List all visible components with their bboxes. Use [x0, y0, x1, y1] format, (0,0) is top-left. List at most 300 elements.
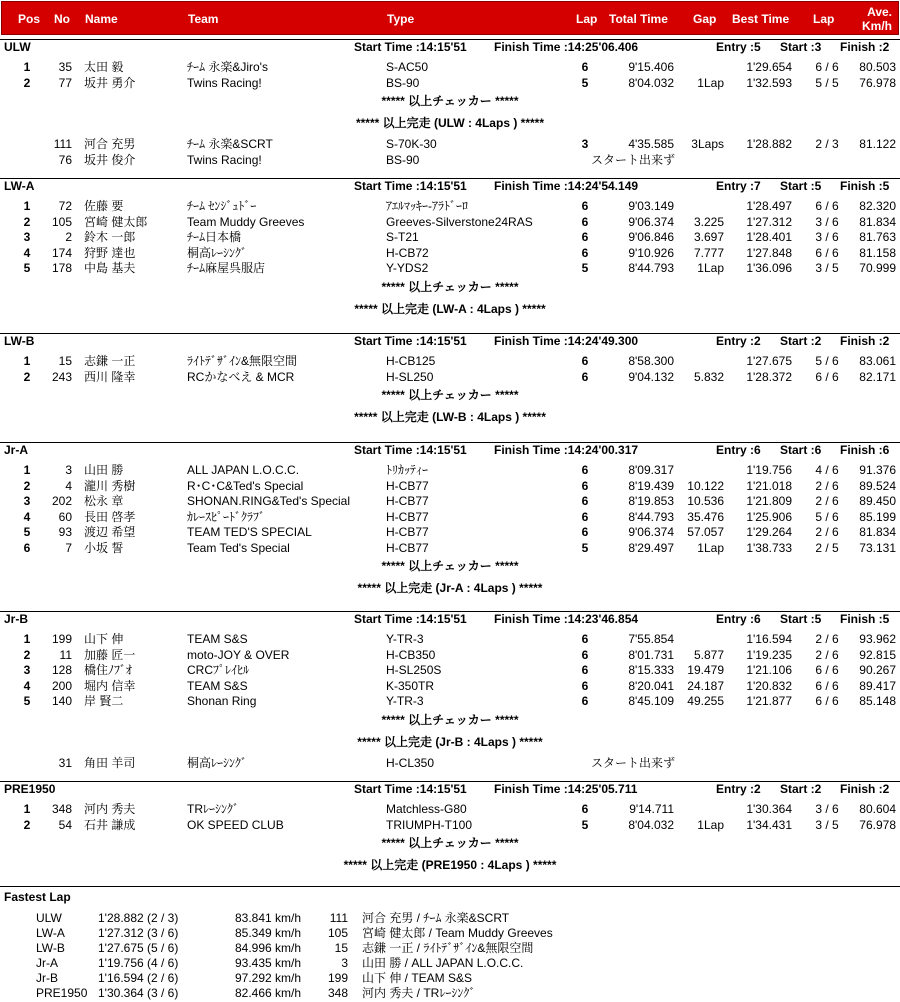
cell-lap: 6 [581, 494, 589, 508]
fastest-no: 105 [327, 926, 348, 940]
cell-bestlap: 6 / 6 [815, 694, 839, 708]
cell-type: H-CB77 [386, 509, 429, 524]
cell-total: 8'20.041 [628, 678, 674, 693]
fastest-lap-row [0, 926, 900, 941]
cell-type: S-AC50 [386, 60, 429, 74]
cell-ave: 89.417 [859, 678, 896, 693]
class-header-lw-a [0, 178, 900, 193]
fastest-time: 1'19.756 (4 / 6) [98, 956, 179, 970]
cell-type: Y-YDS2 [386, 261, 429, 275]
cell-name: 加藤 匠一 [84, 647, 136, 662]
start-count: Start :2 [780, 334, 822, 348]
fastest-lap-row [0, 956, 900, 971]
cell-team: ﾁｰﾑ麻屋呉服店 [187, 261, 266, 275]
cell-team: R･C･C&Ted's Special [187, 478, 304, 493]
cell-team: TEAM TED'S SPECIAL [187, 525, 312, 539]
cell-total: 9'14.711 [629, 802, 674, 816]
cell-pos: 1 [23, 463, 31, 477]
cell-type: Y-TR-3 [386, 632, 424, 646]
cell-best: 1'20.832 [746, 678, 792, 693]
finish-time: Finish Time :14:24'49.300 [494, 334, 639, 348]
cell-name: 宮崎 健太郎 [84, 214, 148, 229]
checker-message: ***** 以上チェッカー ***** [381, 836, 519, 850]
cell-no: 76 [58, 152, 72, 167]
cell-type: Matchless-G80 [386, 802, 467, 816]
cell-pos: 1 [23, 632, 31, 646]
results-header [1, 1, 899, 35]
cell-best: 1'27.675 [746, 354, 792, 368]
start-count: Start :3 [780, 40, 822, 54]
table-row [0, 632, 900, 647]
cell-name: 太田 毅 [84, 60, 124, 74]
cell-name: 山田 勝 [84, 463, 124, 477]
cell-team: ﾁｰﾑ 永楽&Jiro's [187, 60, 268, 74]
cell-pos: 3 [23, 663, 31, 677]
table-row [0, 541, 900, 556]
cell-no: 72 [58, 199, 72, 213]
cell-team: Twins Racing! [187, 152, 262, 167]
cell-total: 8'58.300 [628, 354, 674, 368]
cell-best: 1'16.594 [746, 632, 792, 646]
cell-team: Team Ted's Special [187, 540, 290, 555]
table-row [0, 60, 900, 75]
cell-team: TEAM S&S [187, 678, 248, 693]
cell-total: 9'06.846 [628, 230, 674, 244]
entry-count: Entry :2 [716, 334, 761, 348]
table-row [0, 370, 900, 385]
cell-pos: 3 [23, 230, 31, 244]
cell-total: スタート出来ず [591, 152, 676, 167]
fastest-rider: 河内 秀夫 / TRﾚｰｼﾝｸﾞ [362, 986, 476, 1000]
cell-name: 長田 啓孝 [84, 509, 136, 524]
cell-type: H-CB350 [386, 647, 436, 662]
cell-ave: 80.503 [859, 60, 896, 74]
cell-no: 15 [58, 354, 72, 368]
cell-no: 2 [65, 230, 72, 244]
start-time: Start Time :14:15'51 [354, 334, 467, 348]
start-time: Start Time :14:15'51 [354, 443, 467, 457]
cell-no: 140 [51, 694, 72, 708]
cell-type: H-SL250 [386, 369, 434, 384]
fastest-no: 15 [334, 941, 348, 955]
cell-bestlap: 2 / 6 [815, 632, 839, 646]
cell-best: 1'32.593 [746, 75, 792, 90]
cell-no: 93 [58, 525, 72, 539]
cell-best: 1'28.372 [746, 369, 792, 384]
table-row [0, 230, 900, 245]
cell-gap: 3.697 [693, 230, 724, 244]
col-total-time: Total Time [609, 12, 668, 26]
cell-bestlap: 3 / 5 [815, 817, 839, 832]
cell-team: ﾁｰﾑ日本橋 [187, 230, 242, 244]
cell-gap: 5.877 [693, 647, 724, 662]
cell-lap: 6 [581, 694, 589, 708]
cell-type: H-CB77 [386, 494, 429, 508]
complete-message: ***** 以上完走 (LW-A : 4Laps ) ***** [354, 301, 546, 316]
cell-bestlap: 2 / 6 [815, 647, 839, 662]
fastest-speed: 85.349 km/h [235, 926, 302, 940]
cell-gap: 1Lap [697, 817, 724, 832]
finish-count: Finish :6 [840, 443, 890, 457]
fastest-rider: 志鎌 一正 / ﾗｲﾄﾃﾞｻﾞｲﾝ&無限空間 [362, 941, 534, 955]
table-row [0, 494, 900, 509]
table-row [0, 246, 900, 261]
cell-bestlap: 3 / 6 [815, 802, 839, 816]
cell-ave: 90.267 [859, 663, 896, 677]
cell-type: BS-90 [386, 152, 420, 167]
cell-best: 1'21.106 [746, 663, 792, 677]
fastest-class: PRE1950 [36, 986, 88, 1000]
cell-lap: 6 [581, 369, 589, 384]
table-row [0, 354, 900, 369]
cell-total: 7'55.854 [628, 632, 674, 646]
cell-no: 54 [58, 817, 72, 832]
col-name: Name [85, 12, 118, 26]
table-row [0, 525, 900, 540]
col-best-time: Best Time [732, 12, 790, 26]
cell-type: H-SL250S [386, 663, 442, 677]
cell-name: 鈴木 一郎 [84, 230, 136, 244]
entry-count: Entry :5 [716, 40, 761, 54]
class-name: LW-B [4, 334, 35, 348]
cell-no: 202 [51, 494, 72, 508]
cell-no: 243 [51, 369, 72, 384]
cell-no: 7 [65, 540, 72, 555]
complete-message: ***** 以上完走 (ULW : 4Laps ) ***** [355, 116, 545, 130]
cell-lap: 6 [581, 509, 589, 524]
table-row [0, 199, 900, 214]
cell-lap: 6 [581, 354, 589, 368]
fastest-time: 1'30.364 (3 / 6) [98, 986, 179, 1000]
cell-ave: 82.171 [859, 369, 896, 384]
cell-total: スタート出来ず [591, 755, 676, 770]
cell-ave: 76.978 [859, 817, 896, 832]
cell-team: RCかなべえ & MCR [187, 369, 295, 384]
cell-lap: 6 [581, 245, 589, 260]
cell-team: moto-JOY & OVER [187, 647, 290, 662]
cell-total: 4'35.585 [628, 137, 674, 151]
cell-no: 3 [65, 463, 72, 477]
cell-total: 9'03.149 [628, 199, 674, 213]
cell-total: 8'01.731 [628, 647, 674, 662]
start-count: Start :6 [780, 443, 822, 457]
cell-no: 77 [58, 75, 72, 90]
class-header-jr-b [0, 611, 900, 626]
cell-type: H-CB125 [386, 354, 436, 368]
fastest-speed: 82.466 km/h [235, 986, 302, 1000]
cell-lap: 6 [581, 632, 589, 646]
cell-gap: 35.476 [687, 509, 724, 524]
start-count: Start :5 [780, 612, 822, 626]
checker-message: ***** 以上チェッカー ***** [381, 279, 519, 294]
finish-count: Finish :2 [840, 334, 890, 348]
class-header-jr-a [0, 442, 900, 457]
cell-bestlap: 2 / 6 [815, 494, 839, 508]
fastest-rider: 河合 充男 / ﾁｰﾑ 永楽&SCRT [362, 911, 510, 925]
cell-ave: 70.999 [859, 261, 896, 275]
cell-team: CRCﾌﾟﾚｲﾋﾙ [187, 663, 249, 677]
cell-ave: 81.122 [859, 137, 896, 151]
fastest-speed: 83.841 km/h [235, 911, 302, 925]
col-no: No [54, 12, 70, 26]
cell-name: 坂井 勇介 [84, 75, 136, 90]
cell-pos: 4 [23, 245, 31, 260]
cell-name: 河内 秀夫 [84, 802, 136, 816]
cell-team: ﾗｲﾄﾃﾞｻﾞｲﾝ&無限空間 [187, 354, 298, 368]
cell-bestlap: 6 / 6 [815, 663, 839, 677]
cell-ave: 81.834 [859, 214, 896, 229]
fastest-speed: 84.996 km/h [235, 941, 302, 955]
cell-best: 1'29.654 [746, 60, 792, 74]
start-count: Start :5 [780, 179, 822, 193]
finish-time: Finish Time :14:25'05.711 [494, 782, 638, 796]
cell-name: 角田 羊司 [84, 755, 136, 770]
cell-lap: 3 [581, 137, 589, 151]
fastest-no: 199 [327, 971, 348, 985]
cell-no: 4 [65, 478, 72, 493]
table-row [0, 818, 900, 833]
cell-pos: 5 [23, 694, 31, 708]
cell-no: 105 [51, 214, 72, 229]
cell-bestlap: 6 / 6 [815, 199, 839, 213]
cell-best: 1'30.364 [746, 802, 792, 816]
cell-total: 9'15.406 [628, 60, 674, 74]
cell-bestlap: 3 / 6 [815, 230, 839, 244]
fastest-speed: 93.435 km/h [235, 956, 302, 970]
cell-best: 1'28.401 [746, 230, 792, 244]
cell-name: 小坂 誓 [84, 540, 124, 555]
cell-lap: 5 [581, 75, 589, 90]
cell-name: 瀧川 秀樹 [84, 478, 136, 493]
cell-total: 9'06.374 [628, 525, 674, 539]
cell-name: 志鎌 一正 [84, 354, 136, 368]
complete-message: ***** 以上完走 (Jr-B : 4Laps ) ***** [357, 734, 543, 749]
cell-team: TEAM S&S [187, 632, 248, 646]
fastest-lap-row [0, 971, 900, 986]
cell-bestlap: 6 / 6 [815, 369, 839, 384]
cell-name: 堀内 信幸 [84, 678, 136, 693]
fastest-lap-title: Fastest Lap [0, 886, 900, 907]
cell-total: 8'29.497 [628, 540, 674, 555]
cell-gap: 24.187 [687, 678, 724, 693]
cell-bestlap: 5 / 5 [815, 75, 839, 90]
cell-total: 8'04.032 [628, 75, 674, 90]
cell-gap: 5.832 [693, 369, 724, 384]
cell-ave: 85.199 [859, 509, 896, 524]
col-ave-line2: Km/h [862, 19, 892, 33]
cell-total: 9'06.374 [628, 214, 674, 229]
fastest-lap-row [0, 911, 900, 926]
cell-lap: 5 [581, 817, 589, 832]
cell-gap: 1Lap [697, 75, 724, 90]
cell-gap: 49.255 [687, 694, 724, 708]
cell-gap: 1Lap [697, 261, 724, 275]
cell-no: 11 [59, 647, 72, 662]
cell-bestlap: 3 / 6 [815, 214, 839, 229]
cell-name: 岸 賢二 [84, 694, 124, 708]
cell-no: 60 [58, 509, 72, 524]
cell-ave: 82.320 [859, 199, 896, 213]
cell-team: Shonan Ring [187, 694, 257, 708]
cell-best: 1'25.906 [746, 509, 792, 524]
cell-type: H-CB77 [386, 540, 429, 555]
cell-lap: 6 [581, 214, 589, 229]
entry-count: Entry :2 [716, 782, 761, 796]
cell-type: ﾄﾘｶｯﾃｨｰ [386, 463, 429, 477]
cell-lap: 6 [581, 678, 589, 693]
cell-pos: 5 [23, 525, 31, 539]
cell-best: 1'28.882 [746, 137, 792, 151]
cell-gap: 10.122 [687, 478, 724, 493]
cell-lap: 5 [581, 261, 589, 275]
cell-team: ALL JAPAN L.O.C.C. [187, 463, 300, 477]
cell-name: 坂井 俊介 [84, 152, 136, 167]
entry-count: Entry :6 [716, 443, 761, 457]
checker-message: ***** 以上チェッカー ***** [381, 559, 519, 573]
table-row [0, 153, 900, 168]
cell-name: 石井 謙成 [84, 817, 136, 832]
cell-type: Greeves-Silverstone24RAS [386, 214, 533, 229]
cell-name: 松永 章 [84, 494, 124, 508]
cell-type: Y-TR-3 [386, 694, 424, 708]
start-time: Start Time :14:15'51 [354, 782, 467, 796]
cell-no: 31 [58, 755, 72, 770]
complete-message: ***** 以上完走 (PRE1950 : 4Laps ) ***** [343, 858, 557, 872]
fastest-lap-row [0, 986, 900, 1001]
cell-total: 8'09.317 [628, 463, 674, 477]
cell-name: 山下 伸 [84, 632, 124, 646]
fastest-class: LW-A [36, 926, 65, 940]
finish-count: Finish :5 [840, 612, 890, 626]
cell-bestlap: 4 / 6 [815, 463, 839, 477]
fastest-lap-row [0, 941, 900, 956]
cell-best: 1'29.264 [746, 525, 792, 539]
cell-best: 1'36.096 [746, 261, 792, 275]
fastest-no: 111 [329, 911, 348, 925]
cell-team: ﾁｰﾑ ｾﾝｼﾞｭﾄﾞｰ [187, 199, 257, 213]
cell-gap: 3Laps [691, 137, 724, 151]
cell-ave: 80.604 [859, 802, 896, 816]
cell-best: 1'19.235 [746, 647, 792, 662]
finish-count: Finish :5 [840, 179, 890, 193]
cell-gap: 1Lap [697, 540, 724, 555]
table-row [0, 694, 900, 709]
cell-name: 渡辺 希望 [84, 525, 136, 539]
cell-no: 199 [51, 632, 72, 646]
cell-no: 348 [51, 802, 72, 816]
table-row [0, 756, 900, 771]
cell-total: 9'04.132 [628, 369, 674, 384]
table-row [0, 648, 900, 663]
start-count: Start :2 [780, 782, 822, 796]
fastest-rider: 宮崎 健太郎 / Team Muddy Greeves [362, 926, 553, 940]
cell-ave: 81.763 [859, 230, 896, 244]
cell-best: 1'28.497 [746, 199, 792, 213]
cell-type: K-350TR [386, 678, 435, 693]
cell-best: 1'19.756 [746, 463, 792, 477]
cell-best: 1'27.848 [746, 245, 792, 260]
finish-time: Finish Time :14:25'06.406 [494, 40, 639, 54]
fastest-rider: 山下 伸 / TEAM S&S [362, 971, 473, 985]
cell-no: 128 [51, 663, 72, 677]
class-header-ulw [0, 39, 900, 54]
cell-team: ﾁｰﾑ 永楽&SCRT [187, 137, 273, 151]
col-ave [862, 5, 892, 33]
cell-team: TRﾚｰｼﾝｸﾞ [187, 802, 239, 816]
class-name: LW-A [4, 179, 35, 193]
col-best-lap: Lap [813, 12, 835, 26]
class-name: ULW [4, 40, 31, 54]
checker-message: ***** 以上チェッカー ***** [381, 94, 519, 108]
cell-ave: 92.815 [859, 647, 896, 662]
cell-team: 桐高ﾚｰｼﾝｸﾞ [187, 755, 248, 770]
cell-no: 111 [53, 137, 72, 151]
cell-pos: 2 [23, 817, 31, 832]
cell-type: H-CB72 [386, 245, 429, 260]
class-name: Jr-B [4, 612, 29, 626]
finish-time: Finish Time :14:24'54.149 [494, 179, 639, 193]
table-row [0, 479, 900, 494]
cell-gap: 7.777 [693, 245, 724, 260]
cell-ave: 73.131 [859, 540, 896, 555]
cell-pos: 1 [23, 802, 31, 816]
cell-best: 1'27.312 [746, 214, 792, 229]
cell-lap: 6 [581, 663, 589, 677]
cell-team: 桐高ﾚｰｼﾝｸﾞ [187, 245, 248, 260]
cell-team: SHONAN.RING&Ted's Special [187, 494, 351, 508]
cell-ave: 81.834 [859, 525, 896, 539]
fastest-time: 1'28.882 (2 / 3) [98, 911, 179, 925]
cell-best: 1'21.877 [746, 694, 792, 708]
fastest-class: Jr-A [36, 956, 58, 970]
cell-gap: 3.225 [693, 214, 724, 229]
fastest-time: 1'16.594 (2 / 6) [98, 971, 179, 985]
table-row [0, 663, 900, 678]
class-header-pre1950 [0, 781, 900, 796]
cell-ave: 93.962 [859, 632, 896, 646]
complete-message: ***** 以上完走 (Jr-A : 4Laps ) ***** [357, 581, 543, 595]
cell-total: 8'45.109 [628, 694, 674, 708]
cell-ave: 85.148 [859, 694, 896, 708]
cell-type: S-70K-30 [386, 137, 437, 151]
cell-name: 中島 基夫 [84, 261, 136, 275]
cell-type: H-CB77 [386, 525, 429, 539]
cell-gap: 57.057 [687, 525, 724, 539]
cell-no: 178 [51, 261, 72, 275]
cell-bestlap: 5 / 6 [815, 509, 839, 524]
cell-pos: 1 [23, 354, 31, 368]
start-time: Start Time :14:15'51 [354, 40, 467, 54]
cell-type: TRIUMPH-T100 [386, 817, 473, 832]
finish-time: Finish Time :14:23'46.854 [494, 612, 639, 626]
fastest-speed: 97.292 km/h [235, 971, 302, 985]
col-ave-line1: Ave. [867, 5, 892, 19]
cell-bestlap: 6 / 6 [815, 60, 839, 74]
cell-name: 河合 充男 [84, 137, 136, 151]
table-row [0, 679, 900, 694]
cell-pos: 5 [23, 261, 31, 275]
cell-pos: 4 [23, 509, 31, 524]
class-header-lw-b [0, 333, 900, 348]
cell-ave: 83.061 [859, 354, 896, 368]
cell-lap: 6 [581, 199, 589, 213]
cell-no: 35 [58, 60, 72, 74]
cell-bestlap: 2 / 6 [815, 525, 839, 539]
cell-type: H-CL350 [386, 755, 435, 770]
col-pos: Pos [18, 12, 41, 26]
fastest-time: 1'27.675 (5 / 6) [98, 941, 179, 955]
cell-pos: 2 [23, 369, 31, 384]
